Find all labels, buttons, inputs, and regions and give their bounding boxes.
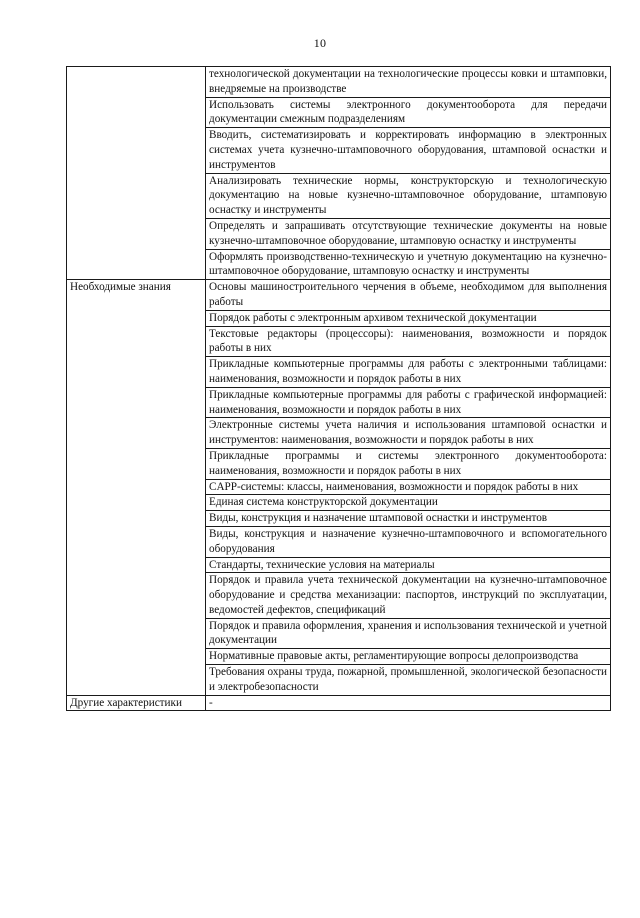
item-cell [206, 511, 611, 527]
section-label-cell [67, 67, 206, 280]
item-text: Виды, конструкция и назначение штамповой оснастки и инструментов [209, 512, 548, 525]
item-cell [206, 173, 611, 218]
section-label: Необходимые знания [70, 281, 171, 294]
item-text: Порядок и правила учета технической документации на кузнечно-штамповочное оборудование и средства механизации: паспортов, инструкций по эксплуатации, ведомостей дефектов, спецификаций [209, 574, 607, 616]
table-row [67, 280, 611, 311]
page-number: 10 [313, 36, 327, 50]
section-label-cell [67, 280, 206, 696]
item-text: Единая система конструкторской документации [209, 496, 438, 509]
table-body [67, 67, 611, 711]
item-cell [206, 218, 611, 249]
item-text: Требования охраны труда, пожарной, промышленной, экологической безопасности и электробезопасности [209, 666, 607, 693]
item-text: Прикладные компьютерные программы для работы с графической информацией: наименования, возможности и порядок работы в них [209, 388, 607, 416]
item-text: Текстовые редакторы (процессоры): наименования, возможности и порядок работы в них [209, 327, 607, 355]
item-text: технологической документации на технологические процессы ковки и штамповки, внедряемые на производстве [209, 68, 607, 95]
item-cell [206, 479, 611, 495]
item-cell [206, 310, 611, 326]
item-cell [206, 665, 611, 696]
item-text: Виды, конструкция и назначение кузнечно-штамповочного и вспомогательного оборудования [209, 527, 607, 555]
item-cell [206, 557, 611, 573]
item-cell [206, 128, 611, 173]
item-cell [206, 495, 611, 511]
item-cell [206, 67, 611, 98]
item-text: Порядок работы с электронным архивом технической документации [209, 311, 537, 324]
item-text: - [209, 696, 213, 709]
item-text: CAPP-системы: классы, наименования, возможности и порядок работы в них [209, 480, 579, 493]
item-cell [206, 618, 611, 649]
item-text: Нормативные правовые акты, регламентирующие вопросы делопроизводства [209, 650, 579, 663]
item-cell [206, 695, 611, 711]
item-cell [206, 649, 611, 665]
item-cell [206, 526, 611, 557]
item-text: Определять и запрашивать отсутствующие технические документы на новые кузнечно-штамповочное оборудование, штамповую оснастку и инструменты [209, 219, 607, 247]
item-text: Прикладные программы и системы электронного документооборота: наименования, возможности и порядок работы в них [209, 449, 607, 477]
item-cell [206, 97, 611, 128]
item-text: Использовать системы электронного документооборота для передачи документации смежным подразделениям [209, 98, 607, 126]
item-cell [206, 573, 611, 618]
item-cell [206, 249, 611, 280]
item-cell [206, 280, 611, 311]
item-cell [206, 387, 611, 418]
item-text: Электронные системы учета наличия и использования штамповой оснастки и инструментов: наименования, возможности и порядок работы в них [209, 419, 607, 447]
item-cell [206, 357, 611, 388]
item-text: Оформлять производственно-техническую и учетную документацию на кузнечно-штамповочное оборудование, штамповую оснастку и инструменты [209, 250, 607, 278]
section-label-cell [67, 695, 206, 711]
table-row [67, 695, 611, 711]
item-cell [206, 418, 611, 449]
item-cell [206, 448, 611, 479]
item-text: Анализировать технические нормы, конструкторскую и технологическую документацию на новые кузнечно-штамповочное оборудование, штамповую оснастку и инструменты [209, 174, 607, 217]
item-text: Прикладные компьютерные программы для работы с электронными таблицами: наименования, возможности и порядок работы в них [209, 358, 607, 385]
item-text: Вводить, систематизировать и корректировать информацию в электронных системах учета кузнечно-штамповочного оборудования, штамповой оснастки и инструментов [209, 129, 607, 171]
item-cell [206, 326, 611, 357]
item-text: Порядок и правила оформления, хранения и использования технической и учетной документации [209, 619, 607, 647]
item-text: Стандарты, технические условия на материалы [209, 558, 435, 571]
qualification-table [66, 66, 611, 711]
section-label: Другие характеристики [70, 696, 182, 709]
table-row [67, 67, 611, 98]
item-text: Основы машиностроительного черчения в объеме, необходимом для выполнения работы [209, 281, 607, 308]
